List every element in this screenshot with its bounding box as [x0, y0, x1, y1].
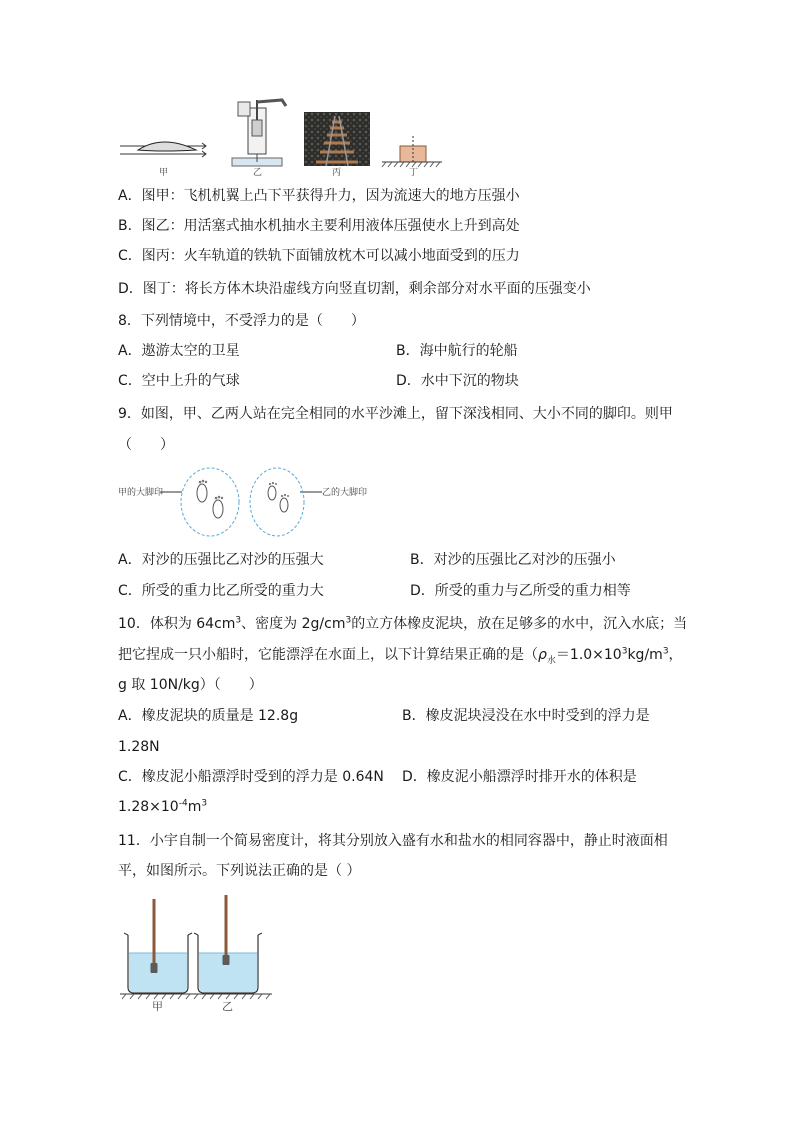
- q10-option-a: A．橡皮泥块的质量是 12.8g: [118, 708, 299, 724]
- q10-stem-line3: g 取 10N/kg）（ ）: [118, 677, 263, 693]
- figure-pump: [224, 98, 290, 170]
- q7-option-a: A．图甲：飞机机翼上凸下平获得升力，因为流速大的地方压强小: [118, 188, 520, 204]
- figure-block: [380, 134, 444, 168]
- q9-option-a: A．对沙的压强比乙对沙的压强大: [118, 552, 324, 568]
- q9-option-c: C．所受的重力比乙所受的重力大: [118, 583, 324, 599]
- q10-option-b-cont: 1.28N: [118, 739, 160, 755]
- footprints-figure: [160, 465, 330, 545]
- q7-option-c: C．图丙：火车轨道的铁轨下面铺放枕木可以减小地面受到的压力: [118, 248, 520, 264]
- q10-option-b: B．橡皮泥块浸没在水中时受到的浮力是: [402, 708, 650, 724]
- footprint-label-left: 甲的大脚印: [118, 488, 164, 498]
- q9-stem: 9．如图，甲、乙两人站在完全相同的水平沙滩上，留下深浅相同、大小不同的脚印。则甲: [118, 406, 673, 422]
- figure-caption: 丙: [332, 168, 342, 178]
- q9-option-d: D．所受的重力与乙所受的重力相等: [410, 583, 631, 599]
- q9-option-b: B．对沙的压强比乙对沙的压强小: [410, 552, 616, 568]
- q10-stem-line1: 10．体积为 $64cm^3$、密度为 $2g/cm^3$的立方体橡皮泥块，放在足够多的水中，沉入水底；当: [118, 615, 688, 632]
- q7-option-b: B．图乙：用活塞式抽水机抽水主要利用液体压强使水上升到高处: [118, 218, 520, 234]
- q11-stem-line1: 11．小宇自制一个简易密度计，将其分别放入盛有水和盐水的相同容器中，静止时液面相: [118, 833, 668, 849]
- q10-stem-line2: 把它捏成一只小船时，它能漂浮在水面上，以下计算结果正确的是（$\rho_水=1.0\times 10^3kg/m^3$，: [118, 646, 683, 666]
- footprint-label-right: 乙的大脚印: [322, 488, 368, 498]
- q8-option-b: B．海中航行的轮船: [396, 343, 518, 359]
- figure-caption: 丁: [409, 168, 419, 178]
- q7-option-d: D．图丁：将长方体木块沿虚线方向竖直切割，剩余部分对水平面的压强变小: [118, 281, 591, 297]
- q9-stem-cont: （ ）: [118, 437, 174, 453]
- beaker-caption: 甲: [152, 1000, 163, 1013]
- q11-stem-line2: 平，如图所示。下列说法正确的是（ ）: [118, 863, 361, 879]
- figure-caption: 甲: [159, 168, 169, 178]
- q8-option-a: A．遨游太空的卫星: [118, 343, 240, 359]
- q10-option-d: D．橡皮泥小船漂浮时排开水的体积是: [402, 769, 637, 785]
- q10-option-c: C．橡皮泥小船漂浮时受到的浮力是 0.64N: [118, 769, 384, 785]
- q10-option-d-cont: $1.28\times 10^{-4}m^3$: [118, 798, 208, 815]
- q8-option-d: D．水中下沉的物块: [396, 373, 519, 389]
- figure-railway: [304, 112, 370, 166]
- q8-option-c: C．空中上升的气球: [118, 373, 240, 389]
- beakers-figure: [118, 895, 274, 1001]
- beaker-caption: 乙: [222, 1000, 233, 1013]
- figure-caption: 乙: [253, 168, 263, 178]
- q8-stem: 8．下列情境中，不受浮力的是（ ）: [118, 313, 365, 329]
- figure-airfoil: [118, 128, 210, 170]
